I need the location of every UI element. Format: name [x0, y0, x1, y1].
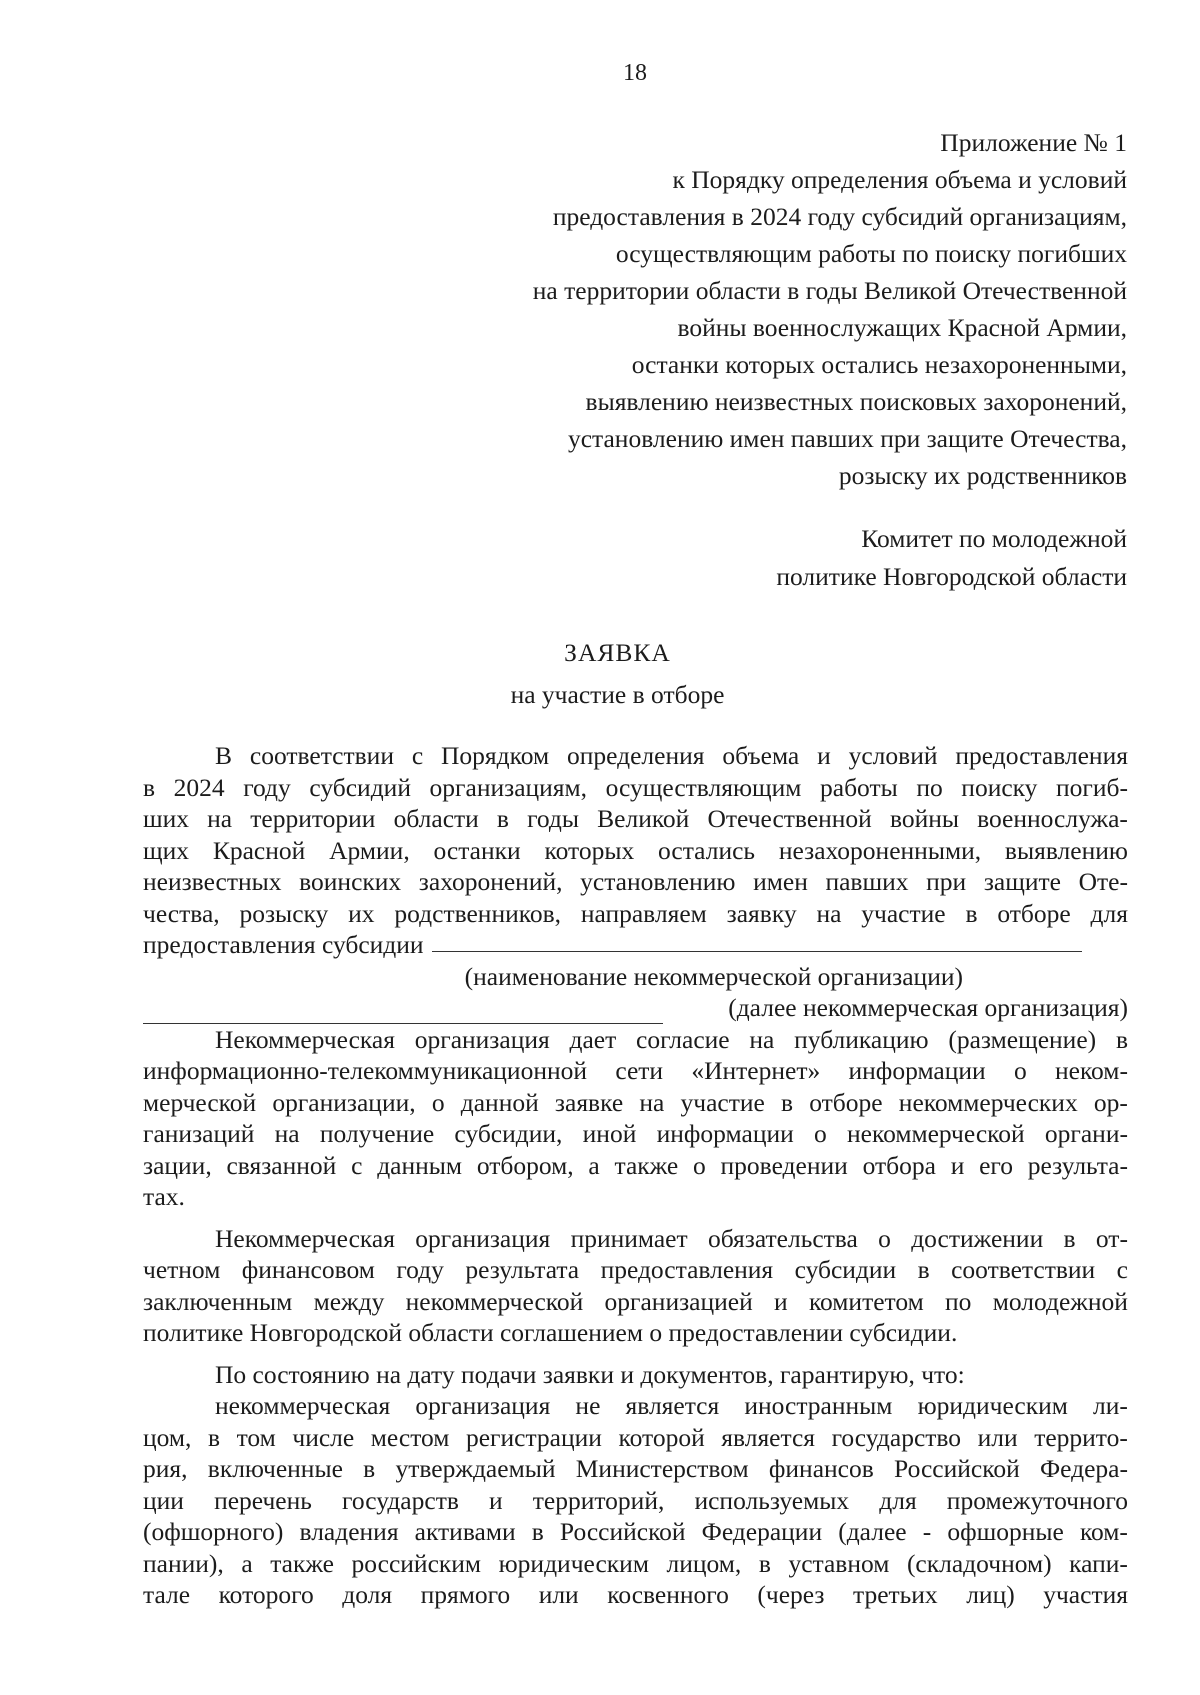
text-line: Некоммерческая организация дает согласие на публикацию (размещение) в: [215, 1024, 1128, 1054]
text-line: Некоммерческая организация принимает обязательства о достижении в от-: [215, 1223, 1128, 1253]
text-line: ганизаций на получение субсидии, иной информации о некоммерческой органи-: [143, 1119, 1128, 1148]
text-line: заключенным между некоммерческой организацией и комитетом по молодежной: [143, 1286, 1128, 1316]
title-subheading: на участие в отборе: [510, 680, 725, 709]
appendix-line: розыску их родственников: [838, 461, 1127, 490]
appendix-line: предоставления в 2024 году субсидий организациям,: [552, 202, 1127, 231]
appendix-line: установлению имен павших при защите Отечества,: [567, 424, 1127, 453]
text-line: В соответствии с Порядком определения объема и условий предоставления: [215, 741, 1128, 770]
addressee-line: политике Новгородской области: [776, 561, 1127, 591]
text-line: (офшорного) владения активами в Российской Федерации (далее - офшорные ком-: [143, 1517, 1128, 1546]
text-line: тале которого доля прямого или косвенного (через третьих лиц) участия: [143, 1580, 1128, 1609]
text-line: в 2024 году субсидий организациям, осуществляющим работы по поиску погиб-: [143, 772, 1128, 802]
appendix-line: выявлению неизвестных поисковых захоронений,: [585, 387, 1127, 416]
text-line: ших на территории области в годы Великой Отечественной войны военнослужа-: [143, 804, 1128, 833]
appendix-line: войны военнослужащих Красной Армии,: [677, 313, 1127, 342]
text-line-with-blank: [143, 929, 1128, 961]
paragraph-5: [143, 1390, 1128, 1611]
text-line: политике Новгородской области соглашением о предоставлении субсидии.: [143, 1318, 958, 1347]
appendix-line: Приложение № 1: [940, 128, 1127, 157]
title-heading: ЗАЯВКА: [564, 638, 671, 667]
paragraph-1: [143, 740, 1128, 1024]
appendix-header: [427, 124, 1127, 494]
org-name-blank[interactable]: [432, 929, 1082, 952]
appendix-line: к Порядку определения объема и условий: [672, 165, 1127, 194]
text-line: зации, связанной с данным отбором, а также о проведении отбора и его результа-: [143, 1150, 1128, 1180]
appendix-line: осуществляющим работы по поиску погибших: [615, 239, 1127, 268]
text-line: щих Красной Армии, останки которых остались незахороненными, выявлению: [143, 835, 1128, 865]
text-line: информационно-телекоммуникационной сети «Интернет» информации о неком-: [143, 1056, 1128, 1085]
text-line: рия, включенные в утверждаемый Министерством финансов Российской Федера-: [143, 1454, 1128, 1483]
nko-caption-row: [143, 992, 1128, 1024]
paragraph-4: [143, 1359, 1128, 1391]
paragraph-2: [143, 1024, 1128, 1213]
page-number: 18: [623, 60, 647, 86]
addressee-block: [627, 520, 1127, 595]
text-line: мерческой организации, о данной заявке на участие в отборе некоммерческих ор-: [143, 1087, 1128, 1117]
nko-caption: (далее некоммерческая организация): [728, 993, 1128, 1022]
text-line: чества, розыску их родственников, направляем заявку на участие в отборе для: [143, 898, 1128, 928]
text-line: некоммерческая организация не является иностранным юридическим ли-: [215, 1391, 1128, 1420]
text-line: тах.: [143, 1182, 185, 1211]
nko-blank[interactable]: [143, 999, 663, 1024]
paragraph-3: [143, 1223, 1128, 1349]
addressee-line: Комитет по молодежной: [861, 524, 1127, 553]
org-name-caption: (наименование некоммерческой организации): [464, 961, 963, 991]
document-body: [143, 740, 1128, 1611]
appendix-line: на территории области в годы Великой Отечественной: [532, 276, 1127, 305]
text-line: ции перечень государств и территорий, используемых для промежуточного: [143, 1485, 1128, 1515]
text-line: пании), а также российским юридическим лицом, в уставном (складочном) капи-: [143, 1548, 1128, 1578]
appendix-line: останки которых остались незахороненными,: [631, 350, 1127, 379]
text-line: четном финансовом году результата предоставления субсидии в соответствии с: [143, 1255, 1128, 1284]
text-line: По состоянию на дату подачи заявки и документов, гарантирую, что:: [215, 1359, 965, 1389]
text-line: цом, в том числе местом регистрации которой является государство или террито-: [143, 1422, 1128, 1452]
text-line: предоставления субсидии: [143, 930, 424, 959]
document-title: [0, 632, 1200, 716]
text-line: неизвестных воинских захоронений, установлению имен павших при защите Оте-: [143, 867, 1128, 896]
